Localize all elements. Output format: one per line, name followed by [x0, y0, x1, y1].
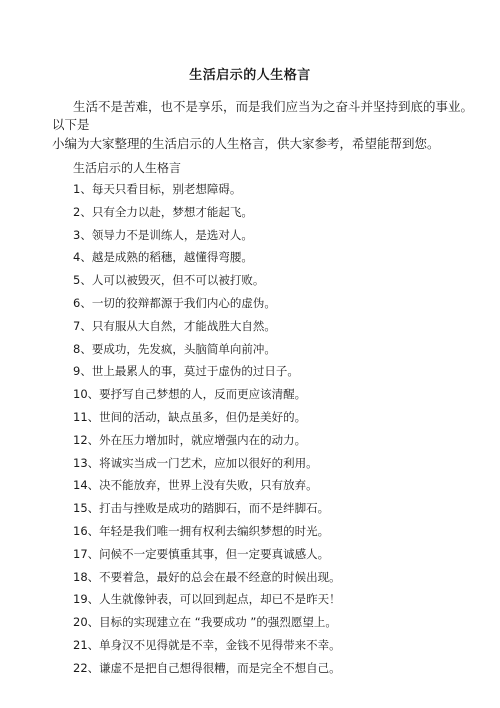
intro-line-1: 生活不是苦难，也不是享乐，而是我们应当为之奋斗并坚持到底的事业。	[73, 99, 474, 114]
quote-text: 世上最累人的事，莫过于虚伪的过日子。	[91, 364, 299, 379]
quote-item	[73, 410, 341, 433]
quote-text: 打击与挫败是成功的踏脚石，而不是绊脚石。	[99, 501, 330, 516]
quote-item	[73, 524, 341, 547]
quote-item	[73, 342, 341, 365]
document-title: 生活启示的人生格言	[189, 68, 311, 83]
quote-number: 12、	[73, 432, 100, 447]
quote-item	[73, 182, 341, 205]
quote-number: 10、	[73, 387, 100, 402]
quote-number: 7、	[73, 318, 92, 333]
quote-number: 18、	[73, 569, 100, 584]
quote-item	[73, 433, 341, 456]
quote-text: 谦虚不是把自己想得很糟，而是完全不想自己。	[99, 660, 341, 675]
quote-text: 单身汉不见得就是不幸，金钱不见得带来不幸。	[99, 637, 341, 652]
quote-item	[73, 228, 341, 251]
quote-number: 9、	[73, 364, 92, 379]
quote-item	[73, 205, 341, 228]
quote-number: 6、	[73, 295, 92, 310]
quote-item	[73, 387, 341, 410]
quote-text: 一切的狡辩都源于我们内心的虚伪。	[91, 295, 276, 310]
quote-text: 人生就像钟表，可以回到起点，却已不是昨天！	[99, 592, 341, 607]
quote-number: 2、	[73, 204, 92, 219]
quote-item	[73, 501, 341, 524]
quote-text: 只有全力以赴，梦想才能起飞。	[91, 204, 253, 219]
quote-number: 4、	[73, 250, 92, 265]
quote-list	[73, 182, 341, 684]
quote-item	[73, 570, 341, 593]
quote-number: 15、	[73, 501, 100, 516]
quote-item	[73, 456, 341, 479]
quote-number: 22、	[73, 660, 100, 675]
quote-item	[73, 661, 341, 684]
quote-item	[73, 478, 341, 501]
quote-item	[73, 319, 341, 342]
quote-item	[73, 615, 341, 638]
quote-text: 目标的实现建立在 “我要成功 ”的强烈愿望上。	[99, 615, 337, 630]
quote-text: 年轻是我们唯一拥有权利去编织梦想的时光。	[99, 523, 330, 538]
quote-text: 人可以被毁灭，但不可以被打败。	[91, 273, 265, 288]
quote-text: 领导力不是训练人，是选对人。	[91, 227, 253, 242]
quote-number: 14、	[73, 478, 100, 493]
quote-text: 要抒写自己梦想的人，反而更应该清醒。	[99, 387, 307, 402]
quote-text: 决不能放弃，世界上没有失败，只有放弃。	[99, 478, 318, 493]
quote-number: 20、	[73, 615, 100, 630]
quote-text: 要成功，先发疯，头脑简单向前冲。	[91, 341, 276, 356]
quote-number: 13、	[73, 455, 100, 470]
quote-item	[73, 592, 341, 615]
quote-item	[73, 250, 341, 273]
quote-item	[73, 296, 341, 319]
quote-text: 只有服从大自然，才能战胜大自然。	[91, 318, 276, 333]
quote-item	[73, 638, 341, 661]
quote-text: 将诚实当成一门艺术，应加以很好的利用。	[99, 455, 318, 470]
quote-number: 16、	[73, 523, 100, 538]
quote-number: 19、	[73, 592, 100, 607]
quote-item	[73, 547, 341, 570]
quote-number: 11、	[73, 409, 100, 424]
quote-number: 17、	[73, 546, 100, 561]
quote-text: 世间的活动，缺点虽多，但仍是美好的。	[99, 409, 307, 424]
quote-number: 1、	[73, 182, 92, 196]
quote-text: 越是成熟的稻穗，越懂得弯腰。	[91, 250, 253, 265]
quote-number: 3、	[73, 227, 92, 242]
quote-number: 8、	[73, 341, 92, 356]
intro-line-3: 小编为大家整理的生活启示的人生格言，供大家参考，希望能帮到您。	[52, 136, 440, 151]
section-heading: 生活启示的人生格言	[73, 161, 182, 175]
quote-number: 21、	[73, 637, 100, 652]
quote-text: 不要着急，最好的总会在最不经意的时候出现。	[99, 569, 341, 584]
quote-text: 外在压力增加时，就应增强内在的动力。	[99, 432, 307, 447]
quote-item	[73, 364, 341, 387]
quote-number: 5、	[73, 273, 92, 288]
quote-item	[73, 273, 341, 296]
intro-line-2: 以下是	[52, 117, 90, 132]
quote-text: 每天只看目标，别老想障碍。	[91, 182, 242, 196]
quote-text: 问候不一定要慎重其事，但一定要真诚感人。	[99, 546, 330, 561]
